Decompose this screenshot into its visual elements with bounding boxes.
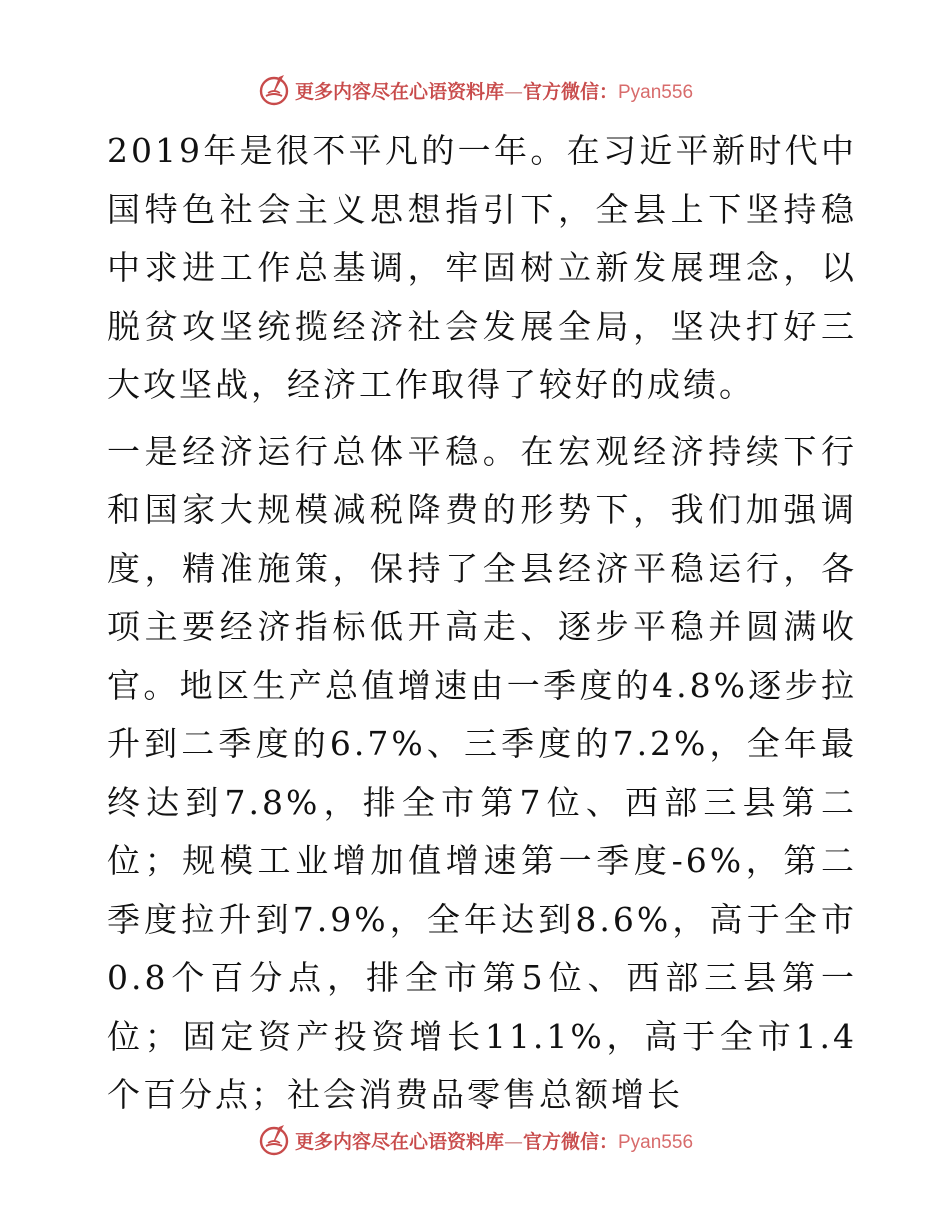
header-banner	[0, 70, 950, 110]
paragraph-intro: 2019年是很不平凡的一年。在习近平新时代中国特色社会主义思想指引下，全县上下坚持稳中求进工作总基调，牢固树立新发展理念，以脱贫攻坚统揽经济社会发展全局，坚决打好三大攻坚战，经济工作取得了较好的成绩。	[107, 131, 857, 404]
banner-wechat-id: Pyan556	[618, 81, 694, 103]
banner-text	[295, 1127, 693, 1154]
footer-banner	[0, 1120, 950, 1160]
banner-text	[295, 77, 693, 104]
book-quill-logo-icon	[257, 1123, 291, 1157]
banner-dash: —	[503, 80, 523, 103]
document-body	[97, 122, 857, 1125]
banner-site-name: 更多内容尽在心语资料库	[294, 1130, 504, 1153]
banner-site-name: 更多内容尽在心语资料库	[294, 80, 504, 103]
banner-wechat-label: 官方微信：	[522, 80, 618, 103]
paragraph-economy: 一是经济运行总体平稳。在宏观经济持续下行和国家大规模减税降费的形势下，我们加强调度，精准施策，保持了全县经济平稳运行，各项主要经济指标低开高走、逐步平稳并圆满收官。地区生产总值增速由一季度的4.8%逐步拉升到二季度的6.7%、三季度的7.2%，全年最终达到7.8%，排全市第7位、西部三县第二位；规模工业增加值增速第一季度-6%，第二季度拉升到7.9%，全年达到8.6%，高于全市0.8个百分点，排全市第5位、西部三县第一位；固定资产投资增长11.1%，高于全市1.4个百分点；社会消费品零售总额增长	[107, 431, 857, 1114]
banner-dash: —	[503, 1130, 523, 1153]
banner-wechat-label: 官方微信：	[522, 1130, 618, 1153]
book-quill-logo-icon	[257, 73, 291, 107]
banner-wechat-id: Pyan556	[618, 1131, 694, 1153]
